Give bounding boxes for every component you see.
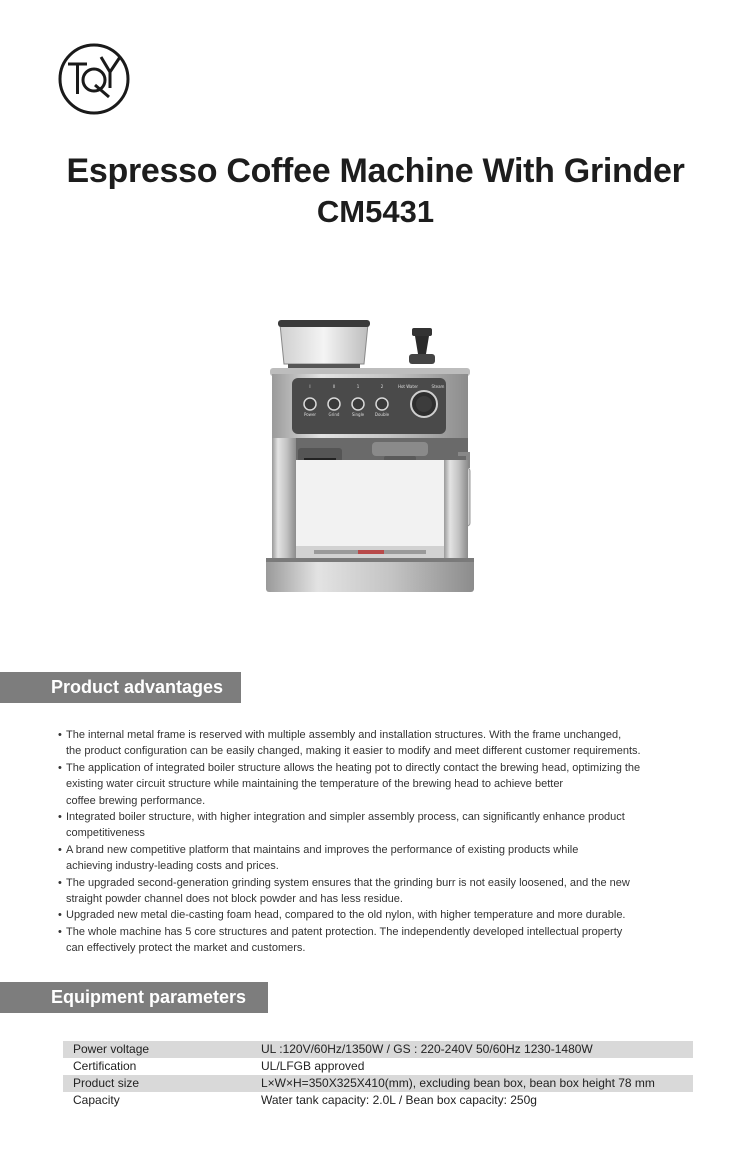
- advantage-item: • Integrated boiler structure, with higher integration and simpler assembly process, can significantly enhance product competitiveness: [58, 811, 625, 840]
- advantage-item: • A brand new competitive platform that maintains and improves the performance of existing products while achieving industry-leading costs and prices.: [58, 843, 579, 873]
- param-value: L×W×H=350X325X410(mm), excluding bean box, bean box height 78 mm: [261, 1075, 693, 1092]
- product-title: Espresso Coffee Machine With Grinder: [66, 152, 685, 190]
- advantage-item: • The whole machine has 5 core structures and patent protection. The independently developed intellectual property can effectively protect the market and customers.: [58, 925, 623, 955]
- tqy-logo: [57, 42, 131, 116]
- advantages-list: [58, 727, 718, 957]
- param-key: Power voltage: [63, 1041, 261, 1058]
- param-key: Product size: [63, 1075, 261, 1092]
- parameters-table: [63, 1041, 693, 1109]
- advantage-item: • The internal metal frame is reserved with multiple assembly and installation structures. With the frame unchanged, the product configuration can be easily changed, making it easier to modify and meet different customer requirements.: [58, 729, 641, 758]
- dial-label-steam: Steam: [431, 384, 445, 389]
- button-label-power: Power: [303, 412, 317, 417]
- table-row: [63, 1041, 693, 1058]
- espresso-machine-image: [262, 318, 478, 594]
- product-model: CM5431: [316, 194, 435, 229]
- param-value: Water tank capacity: 2.0L / Bean box capacity: 250g: [261, 1093, 537, 1107]
- panel-top-label-2: II: [332, 384, 336, 389]
- button-label-grind: Grind: [328, 412, 340, 417]
- table-row: [63, 1092, 693, 1109]
- param-value: UL/LFGB approved: [261, 1059, 365, 1073]
- panel-top-label-3: 1: [356, 384, 360, 389]
- table-row: [63, 1058, 693, 1075]
- table-row: [63, 1075, 693, 1092]
- param-key: Certification: [73, 1059, 137, 1073]
- panel-top-label-1: I: [309, 384, 311, 389]
- product-advantages-header: Product advantages: [0, 672, 241, 703]
- button-label-single: Single: [351, 412, 365, 417]
- advantage-item: • The application of integrated boiler structure allows the heating pot to directly contact the brewing head, optimizing the existing water circuit structure while maintaining the temperature of the brewing head to achieve better coffee brewing performance.: [58, 761, 641, 807]
- param-key: Capacity: [73, 1093, 120, 1107]
- button-label-double: Double: [374, 412, 390, 417]
- advantage-item: • The upgraded second-generation grinding system ensures that the grinding burr is not easily loosened, and the new straight powder channel does not block powder and has less residue.: [58, 876, 630, 906]
- advantage-item: • Upgraded new metal die-casting foam head, compared to the old nylon, with higher temperature and more durable.: [58, 909, 626, 922]
- param-value: UL :120V/60Hz/1350W / GS : 220-240V 50/60Hz 1230-1480W: [261, 1041, 693, 1058]
- dial-label-hot-water: Hot Water: [397, 384, 419, 389]
- panel-top-label-4: 2: [380, 384, 384, 389]
- equipment-parameters-header: Equipment parameters: [0, 982, 268, 1013]
